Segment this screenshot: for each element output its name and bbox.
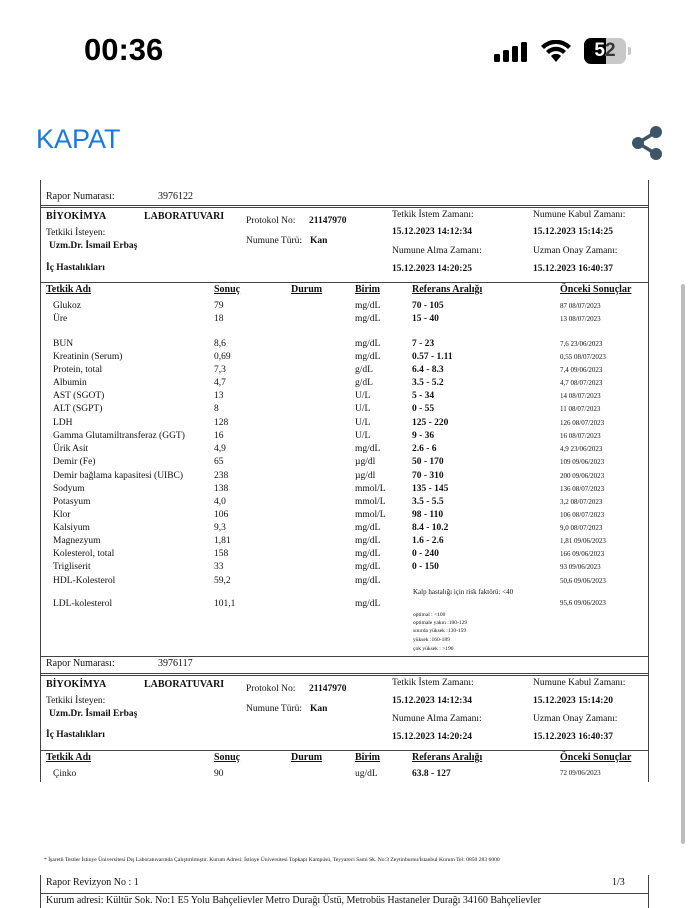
test-reference: 70 - 310: [412, 471, 444, 481]
approve-time: 15.12.2023 16:40:37: [533, 264, 613, 274]
request-time: 15.12.2023 14:12:34: [392, 227, 472, 237]
col-status: Durum: [291, 752, 323, 763]
protocol-number: 21147970: [309, 684, 347, 694]
test-unit: mg/dL: [355, 549, 381, 559]
department: İç Hastalıkları: [46, 263, 105, 273]
lab-name: BİYOKİMYA: [46, 211, 107, 222]
test-previous: 136 08/07/2023: [560, 485, 605, 493]
test-unit: mg/dL: [355, 576, 381, 586]
test-previous: 13 08/07/2023: [560, 315, 601, 323]
test-name: Gamma Glutamiltransferaz (GGT): [53, 431, 185, 441]
report-number: 3976122: [158, 191, 193, 202]
test-result: 13: [214, 391, 224, 401]
test-result: 101,1: [214, 599, 236, 609]
test-previous: 50,6 09/06/2023: [560, 577, 606, 585]
lab-type: LABORATUVARI: [144, 679, 225, 690]
test-unit: mg/dL: [355, 339, 381, 349]
test-reference: 7 - 23: [412, 339, 435, 349]
test-previous: 7,6 23/06/2023: [560, 340, 603, 348]
col-result: Sonuç: [214, 284, 241, 295]
sample-type-label: Numune Türü:: [246, 236, 303, 246]
report-number-label: Rapor Numarası:: [46, 191, 115, 202]
test-unit: mg/dL: [355, 352, 381, 362]
test-previous: 1,81 09/06/2023: [560, 537, 606, 545]
request-time-label: Tetkik İstem Zamanı:: [392, 678, 474, 688]
test-reference: 98 - 110: [412, 510, 444, 520]
accept-time: 15.12.2023 15:14:25: [533, 227, 613, 237]
battery-icon: [584, 38, 628, 64]
protocol-label: Protokol No:: [246, 216, 296, 226]
test-result: 16: [214, 431, 224, 441]
col-test: Tetkik Adı: [46, 752, 91, 763]
test-previous: 0,55 08/07/2023: [560, 353, 606, 361]
test-result: 0,69: [214, 352, 231, 362]
test-name: Protein, total: [53, 365, 103, 375]
test-unit: ug/dL: [355, 769, 378, 779]
sample-time-label: Numune Alma Zamanı:: [392, 246, 482, 256]
test-result: 4,7: [214, 378, 226, 388]
test-previous: 4,7 08/07/2023: [560, 379, 603, 387]
test-result: 4,0: [214, 497, 226, 507]
test-reference: 9 - 36: [412, 431, 435, 441]
test-reference: 3.5 - 5.2: [412, 378, 444, 388]
status-time: 00:36: [84, 32, 164, 67]
test-previous: 95,6 09/06/2023: [560, 599, 606, 607]
test-name: Kreatinin (Serum): [53, 352, 123, 362]
test-reference: 0.57 - 1.11: [412, 352, 453, 362]
frame-left: [40, 180, 41, 782]
approve-time-label: Uzman Onay Zamanı:: [533, 714, 618, 724]
col-status: Durum: [291, 284, 323, 295]
test-reference: 0 - 55: [412, 404, 435, 414]
battery-level: 52: [594, 40, 616, 61]
test-unit: mg/dL: [355, 599, 381, 609]
test-previous: 7,4 09/06/2023: [560, 366, 603, 374]
test-unit: mmol/L: [355, 510, 386, 520]
test-result: 9,3: [214, 523, 226, 533]
test-reference: 0 - 150: [412, 562, 439, 572]
test-name: Demir (Fe): [53, 457, 96, 467]
test-previous: 109 09/06/2023: [560, 458, 605, 466]
sample-time: 15.12.2023 14:20:25: [392, 264, 472, 274]
test-result: 59,2: [214, 576, 231, 586]
test-name: Kolesterol, total: [53, 549, 115, 559]
test-name: Sodyum: [53, 484, 85, 494]
test-name: LDL-kolesterol: [53, 599, 113, 609]
test-result: 1,81: [214, 536, 231, 546]
test-reference: 0 - 240: [412, 549, 439, 559]
test-unit: mg/dL: [355, 301, 381, 311]
sample-type-label: Numune Türü:: [246, 704, 303, 714]
test-name: AST (SGOT): [53, 391, 105, 401]
request-time: 15.12.2023 14:12:34: [392, 696, 472, 706]
test-unit: mg/dL: [355, 314, 381, 324]
test-unit: U/L: [355, 418, 371, 428]
report-number-label: Rapor Numarası:: [46, 658, 115, 669]
test-previous: 200 09/06/2023: [560, 472, 605, 480]
test-unit: g/dL: [355, 365, 373, 375]
test-result: 128: [214, 418, 229, 428]
approve-time-label: Uzman Onay Zamanı:: [533, 246, 618, 256]
col-previous: Önceki Sonuçlar: [560, 752, 632, 763]
test-result: 138: [214, 484, 229, 494]
lab-name: BİYOKİMYA: [46, 679, 107, 690]
accept-time: 15.12.2023 15:14:20: [533, 696, 613, 706]
test-name: Üre: [53, 314, 68, 324]
sample-time-label: Numune Alma Zamanı:: [392, 714, 482, 724]
test-name: Magnezyum: [53, 536, 101, 546]
test-reference: 2.6 - 6: [412, 444, 437, 454]
col-result: Sonuç: [214, 752, 241, 763]
test-unit: U/L: [355, 391, 371, 401]
test-reference: 135 - 145: [412, 484, 449, 494]
col-unit: Birim: [355, 284, 380, 295]
close-button[interactable]: KAPAT: [36, 124, 121, 154]
test-previous: 14 08/07/2023: [560, 392, 601, 400]
col-previous: Önceki Sonuçlar: [560, 284, 632, 295]
test-result: 33: [214, 562, 224, 572]
sample-type: Kan: [310, 704, 328, 714]
test-previous: 4,9 23/06/2023: [560, 445, 603, 453]
test-name: LDH: [53, 418, 73, 428]
doctor-name: Uzm.Dr. İsmail Erbaş: [49, 241, 138, 251]
doctor-name: Uzm.Dr. İsmail Erbaş: [49, 709, 138, 719]
test-result: 7,3: [214, 365, 226, 375]
sample-type: Kan: [310, 236, 328, 246]
institution-address: Kurum adresi: Kültür Sok. No:1 E5 Yolu Bahçelievler Metro Durağı Üstü, Metrobüs Hastaneler Durağı 34160 Bahçelievler: [46, 895, 541, 906]
share-icon[interactable]: [630, 125, 664, 166]
test-result: 65: [214, 457, 224, 467]
test-unit: U/L: [355, 404, 371, 414]
test-previous: 106 08/07/2023: [560, 511, 605, 519]
test-previous: 3,2 08/07/2023: [560, 498, 603, 506]
approve-time: 15.12.2023 16:40:37: [533, 732, 613, 742]
test-name: Albumin: [53, 378, 87, 388]
test-result: 158: [214, 549, 229, 559]
requester-label: Tetkiki İsteyen:: [46, 228, 106, 238]
scrollbar[interactable]: [681, 284, 685, 844]
test-name: Potasyum: [53, 497, 91, 507]
test-name: Trigliserit: [53, 562, 91, 572]
test-previous: 166 09/06/2023: [560, 550, 605, 558]
test-result: 18: [214, 314, 224, 324]
col-unit: Birim: [355, 752, 380, 763]
accept-time-label: Numune Kabul Zamanı:: [533, 210, 626, 220]
test-previous: 126 08/07/2023: [560, 419, 605, 427]
test-reference: 63.8 - 127: [412, 769, 451, 779]
test-unit: µg/dl: [355, 457, 376, 467]
test-reference: 8.4 - 10.2: [412, 523, 449, 533]
test-unit: mg/dL: [355, 536, 381, 546]
test-previous: 93 09/06/2023: [560, 563, 601, 571]
signal-icon: [494, 42, 530, 67]
test-name: HDL-Kolesterol: [53, 576, 116, 586]
test-name: BUN: [53, 339, 74, 349]
test-name: Ürik Asit: [53, 444, 89, 454]
test-reference: 125 - 220: [412, 418, 449, 428]
report-number: 3976117: [158, 658, 193, 669]
test-previous: 16 08/07/2023: [560, 432, 601, 440]
test-previous: 11 08/07/2023: [560, 405, 601, 413]
test-name: Glukoz: [53, 301, 81, 311]
test-reference: 50 - 170: [412, 457, 444, 467]
test-name: ALT (SGPT): [53, 404, 103, 414]
test-unit: U/L: [355, 431, 371, 441]
test-result: 238: [214, 471, 229, 481]
footer-note: * İşaretli Testler İstinye Üniversitesi Dış Laboratuvarında Çalıştırılmıştır. Kurum Adresi: İstinye Üniversitesi Topkapı Kampüsü, Teyyareci Sami Sk. No:3 Zeytinburnu/İstanbul Kurum Tel: 0850 283 6000: [44, 857, 500, 863]
test-result: 4,9: [214, 444, 226, 454]
test-reference: 1.6 - 2.6: [412, 536, 444, 546]
department: İç Hastalıkları: [46, 730, 105, 740]
test-result: 90: [214, 769, 224, 779]
hdl-note: Kalp hastalığı için risk faktörü: <40: [413, 588, 514, 596]
test-unit: mg/dL: [355, 523, 381, 533]
test-name: Klor: [53, 510, 71, 520]
test-name: Kalsiyum: [53, 523, 90, 533]
test-result: 8: [214, 404, 219, 414]
test-unit: mmol/L: [355, 497, 386, 507]
col-test: Tetkik Adı: [46, 284, 91, 295]
test-unit: mmol/L: [355, 484, 386, 494]
page-number: 1/3: [612, 877, 625, 888]
test-unit: µg/dl: [355, 471, 376, 481]
accept-time-label: Numune Kabul Zamanı:: [533, 678, 626, 688]
test-previous: 72 09/06/2023: [560, 769, 601, 777]
test-result: 8,6: [214, 339, 226, 349]
wifi-icon: [540, 40, 572, 69]
test-reference: 3.5 - 5.5: [412, 497, 444, 507]
test-reference: 6.4 - 8.3: [412, 365, 444, 375]
protocol-label: Protokol No:: [246, 684, 296, 694]
test-result: 106: [214, 510, 229, 520]
test-previous: 9,0 08/07/2023: [560, 524, 603, 532]
test-reference: 5 - 34: [412, 391, 435, 401]
test-previous: 87 08/07/2023: [560, 302, 601, 310]
test-unit: g/dL: [355, 378, 373, 388]
requester-label: Tetkiki İsteyen:: [46, 696, 106, 706]
test-unit: mg/dL: [355, 562, 381, 572]
test-unit: mg/dL: [355, 444, 381, 454]
col-reference: Referans Aralığı: [412, 752, 483, 763]
test-name: Demir bağlama kapasitesi (UIBC): [53, 471, 184, 481]
frame-right: [648, 180, 649, 782]
protocol-number: 21147970: [309, 216, 347, 226]
test-name: Çinko: [53, 769, 77, 779]
test-reference: 70 - 105: [412, 301, 444, 311]
test-reference: 15 - 40: [412, 314, 439, 324]
sample-time: 15.12.2023 14:20:24: [392, 732, 472, 742]
lab-type: LABORATUVARI: [144, 211, 225, 222]
col-reference: Referans Aralığı: [412, 284, 483, 295]
test-result: 79: [214, 301, 224, 311]
revision-number: Rapor Revizyon No : 1: [46, 877, 139, 888]
request-time-label: Tetkik İstem Zamanı:: [392, 210, 474, 220]
